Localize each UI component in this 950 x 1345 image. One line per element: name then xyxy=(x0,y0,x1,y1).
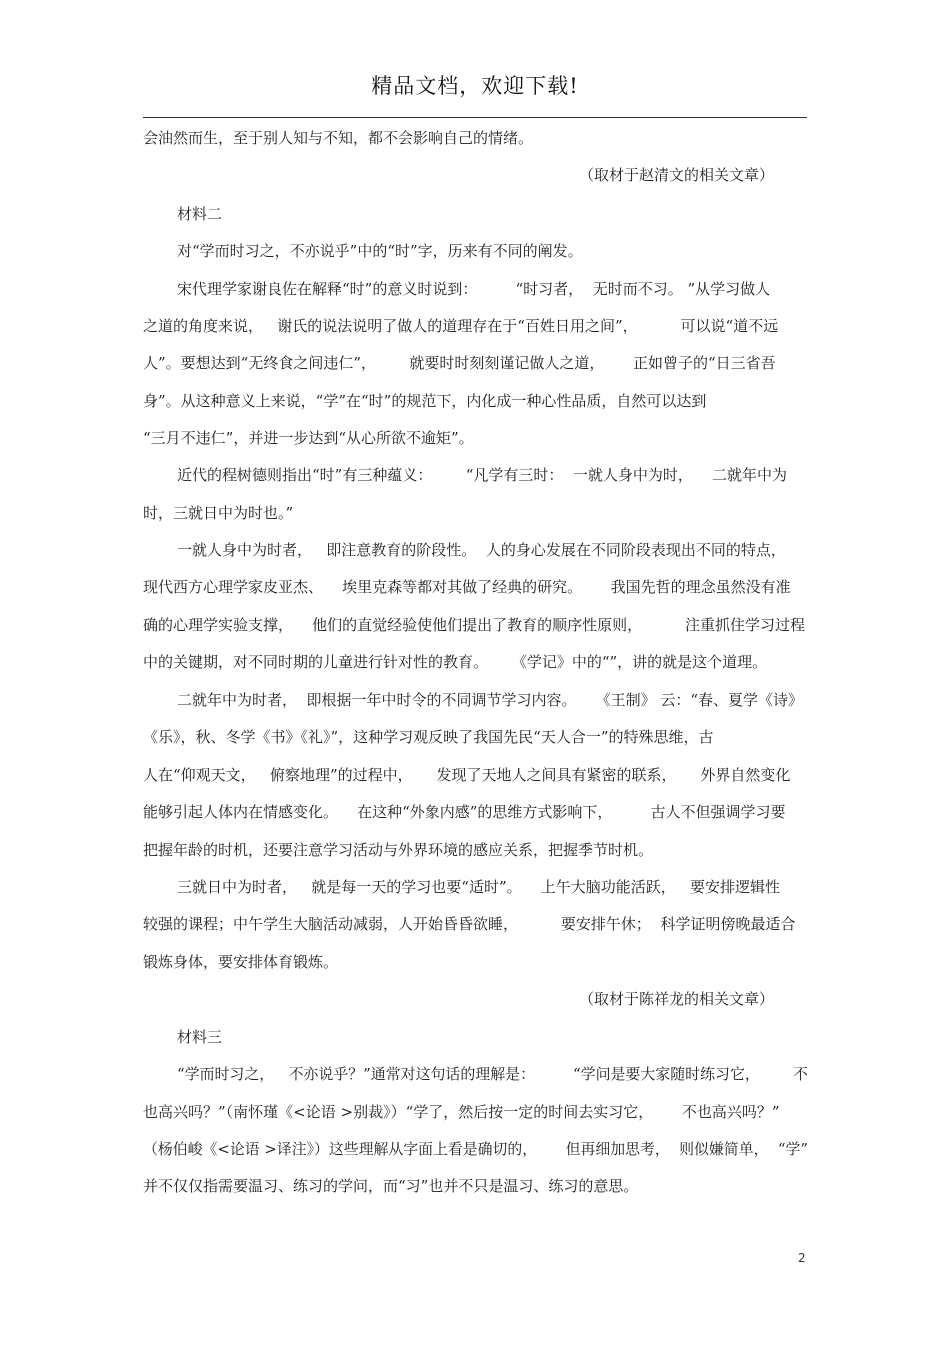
text-line: 二就年中为时者， 即根据一年中时令的不同调节学习内容。 《王制》 云：“春、夏学《诗》 xyxy=(177,691,804,709)
text-line: 三就日中为时者， 就是每一天的学习也要“适时”。 上午大脑功能活跃， 要安排逻辑性 xyxy=(177,878,781,896)
page-header-title: 精品文档，欢迎下载! xyxy=(371,74,579,98)
text-line: 《乐》，秋、冬学《书》《礼》”，这种学习观反映了我国先民“天人合一”的特殊思维，古 xyxy=(143,728,714,746)
text-line: “学而时习之， 不亦说乎？”通常对这句话的理解是： “学问是要大家随时练习它， 不 xyxy=(177,1065,808,1083)
text-line: 中的关键期，对不同时期的儿童进行针对性的教育。 《学记》中的“”，讲的就是这个道理。 xyxy=(143,653,768,671)
text-line: 会油然而生，至于别人知与不知，都不会影响自己的情绪。 xyxy=(143,129,534,147)
text-line: 并不仅仅指需要温习、练习的学问，而“习”也并不只是温习、练习的意思。 xyxy=(143,1177,639,1195)
text-line: 近代的程树德则指出“时”有三种蕴义： “凡学有三时： 一就人身中为时， 二就年中为 xyxy=(177,466,787,484)
text-line: 宋代理学家谢良佐在解释“时”的意义时说到： “时习者， 无时而不习。 ”从学习做人 xyxy=(177,280,771,298)
text-line: 较强的课程；中午学生大脑活动减弱，人开始昏昏欲睡， 要安排午休； 科学证明傍晚最适合 xyxy=(143,915,796,933)
text-line: 人在“仰观天文， 俯察地理”的过程中， 发现了天地人之间具有紧密的联系， 外界自然变化 xyxy=(143,766,791,784)
section-heading: 材料三 xyxy=(177,1028,223,1046)
text-line: 对“学而时习之，不亦说乎”中的“时”字，历来有不同的阐发。 xyxy=(177,242,583,260)
text-line: 也高兴吗？”（南怀瑾《<论语 >别裁》）“学了，然后按一定的时间去实习它， 不也高兴吗？” xyxy=(143,1103,780,1121)
text-line: 之道的角度来说， 谢氏的说法说明了做人的道理存在于“百姓日用之间”， 可以说“道不远 xyxy=(143,317,779,335)
text-line: 时，三就日中为时也。” xyxy=(143,504,294,522)
text-line: 现代西方心理学家皮亚杰、 埃里克森等都对其做了经典的研究。 我国先哲的理念虽然没有准 xyxy=(143,578,791,596)
text-line: 确的心理学实验支撑， 他们的直觉经验使他们提出了教育的顺序性原则， 注重抓住学习过程 xyxy=(143,616,805,634)
header-divider xyxy=(143,117,807,118)
text-line: 人”。要想达到“无终食之间违仁”， 就要时时刻刻谨记做人之道， 正如曾子的“日三省吾 xyxy=(143,354,776,372)
section-heading: 材料二 xyxy=(177,205,223,223)
text-line: “三月不违仁”，并进一步达到“从心所欲不逾矩”。 xyxy=(143,429,474,447)
text-line: 一就人身中为时者， 即注意教育的阶段性。 人的身心发展在不同阶段表现出不同的特点， xyxy=(177,541,786,559)
text-line: 能够引起人体内在情感变化。 在这种“外象内感”的思维方式影响下， 古人不但强调学习要 xyxy=(143,803,786,821)
page-number: 2 xyxy=(798,1251,806,1265)
source-citation: （取材于赵清文的相关文章） xyxy=(578,166,774,184)
text-line: （杨伯峻《<论语 >译注》）这些理解从字面上看是确切的， 但再细加思考， 则似嫌简单， “学” xyxy=(143,1140,809,1158)
text-line: 锻炼身体，要安排体育锻炼。 xyxy=(143,953,339,971)
source-citation: （取材于陈祥龙的相关文章） xyxy=(578,990,774,1008)
text-line: 身”。从这种意义上来说，“学”在“时”的规范下，内化成一种心性品质，自然可以达到 xyxy=(143,392,707,410)
text-line: 把握年龄的时机，还要注意学习活动与外界环境的感应关系，把握季节时机。 xyxy=(143,841,654,859)
